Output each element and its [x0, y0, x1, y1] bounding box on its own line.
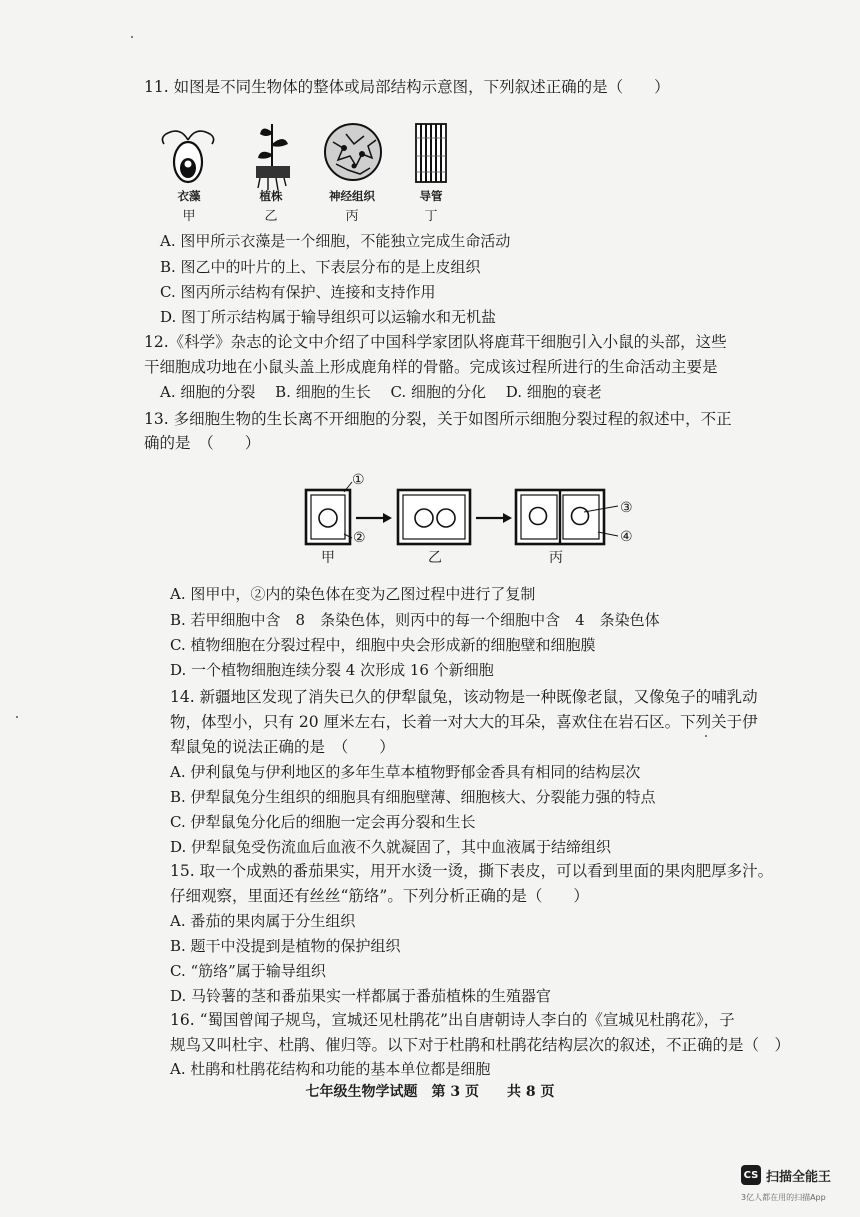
camscanner-logo-icon: CS — [741, 1165, 761, 1185]
marker-1: ① — [352, 472, 365, 488]
nerve-tissue-drawing — [325, 124, 381, 180]
marker-2: ② — [353, 530, 366, 546]
figure-label-yi-name: 植株 — [259, 189, 283, 203]
chlamydomonas-drawing — [162, 131, 213, 182]
q14-stem-line-1: 14. 新疆地区发现了消失已久的伊犁鼠兔，该动物是一种既像老鼠，又像兔子的哺乳动 — [170, 688, 758, 706]
q14-stem-line-2: 物，体型小，只有 20 厘米左右，长着一对大大的耳朵，喜欢住在岩石区。下列关于伊 — [170, 713, 758, 731]
stage-label-yi: 乙 — [428, 550, 442, 566]
q14-option-d: D. 伊犁鼠兔受伤流血后血液不久就凝固了，其中血液属于结缔组织 — [170, 838, 612, 856]
q15-option-d: D. 马铃薯的茎和番茄果实一样都属于番茄植株的生殖器官 — [170, 987, 552, 1005]
figure-label-yi-tag: 乙 — [264, 209, 278, 224]
plant-drawing — [256, 124, 290, 190]
figure-label-ding-name: 导管 — [419, 189, 443, 203]
q13-option-d: D. 一个植物细胞连续分裂 4 次形成 16 个新细胞 — [170, 661, 494, 679]
watermark-tagline: 3亿人都在用的扫描App — [741, 1193, 826, 1202]
figure-label-bing-name: 神经组织 — [329, 189, 375, 203]
q11-option-b: B. 图乙中的叶片的上、下表层分布的是上皮组织 — [160, 258, 481, 276]
scan-speck — [131, 36, 133, 38]
q14-option-c: C. 伊犁鼠兔分化后的细胞一定会再分裂和生长 — [170, 813, 476, 831]
q11-option-a: A. 图甲所示衣藻是一个细胞，不能独立完成生命活动 — [160, 232, 511, 250]
q15-stem-line-2: 仔细观察，里面还有丝丝“筋络”。下列分析正确的是（ ） — [170, 887, 589, 905]
q13-stem-line-2: 确的是 （ ） — [144, 434, 261, 452]
q15-stem-line-1: 15. 取一个成熟的番茄果实，用开水烫一烫，撕下表皮，可以看到里面的果肉肥厚多汁。 — [170, 862, 774, 880]
q12-stem-line-2: 干细胞成功地在小鼠头盖上形成鹿角样的骨骼。完成该过程所进行的生命活动主要是 — [144, 358, 718, 376]
q11-stem: 11. 如图是不同生物体的整体或局部结构示意图，下列叙述正确的是（ ） — [144, 78, 670, 96]
q13-option-a: A. 图甲中，②内的染色体在变为乙图过程中进行了复制 — [170, 585, 536, 603]
q15-option-b: B. 题干中没提到是植物的保护组织 — [170, 937, 401, 955]
page-footer: 七年级生物学试题 第 3 页 共 8 页 — [305, 1084, 555, 1100]
q12-options: A. 细胞的分裂 B. 细胞的生长 C. 细胞的分化 D. 细胞的衰老 — [160, 383, 602, 401]
q11-option-d: D. 图丁所示结构属于输导组织可以运输水和无机盐 — [160, 308, 497, 326]
figure-label-jia-name: 衣藻 — [177, 189, 201, 203]
scanner-watermark — [741, 1165, 831, 1185]
figure-label-bing-tag: 丙 — [345, 209, 359, 224]
vessel-drawing — [416, 124, 446, 182]
q15-option-a: A. 番茄的果肉属于分生组织 — [170, 912, 356, 930]
stage-label-bing: 丙 — [549, 550, 563, 566]
q13-option-b: B. 若甲细胞中含 8 条染色体，则丙中的每一个细胞中含 4 条染色体 — [170, 611, 660, 629]
q16-stem-line-2: 规鸟又叫杜宇、杜鹃、催归等。以下对于杜鹃和杜鹃花结构层次的叙述，不正确的是（ ） — [170, 1036, 791, 1054]
q13-stem-line-1: 13. 多细胞生物的生长离不开细胞的分裂，关于如图所示细胞分裂过程的叙述中，不正 — [144, 410, 732, 428]
marker-3: ③ — [620, 500, 633, 516]
q12-stem-line-1: 12.《科学》杂志的论文中介绍了中国科学家团队将鹿茸干细胞引入小鼠的头部，这些 — [144, 333, 727, 351]
q13-option-c: C. 植物细胞在分裂过程中，细胞中央会形成新的细胞壁和细胞膜 — [170, 636, 596, 654]
q14-option-b: B. 伊犁鼠兔分生组织的细胞具有细胞壁薄、细胞核大、分裂能力强的特点 — [170, 788, 656, 806]
watermark-name: 扫描全能王 — [766, 1169, 832, 1185]
stage-label-jia: 甲 — [321, 550, 335, 566]
figure-label-jia-tag: 甲 — [182, 209, 196, 224]
q16-stem-line-1: 16. “蜀国曾闻子规鸟，宣城还见杜鹃花”出自唐朝诗人李白的《宣城见杜鹃花》，子 — [170, 1011, 735, 1029]
scan-speck — [16, 716, 18, 718]
figure-label-ding-tag: 丁 — [424, 209, 438, 224]
scan-speck — [705, 735, 707, 737]
q16-option-a: A. 杜鹃和杜鹃花结构和功能的基本单位都是细胞 — [170, 1060, 491, 1078]
q14-stem-line-3: 犁鼠兔的说法正确的是 （ ） — [170, 738, 395, 756]
q11-option-c: C. 图丙所示结构有保护、连接和支持作用 — [160, 283, 436, 301]
q15-option-c: C. “筋络”属于输导组织 — [170, 962, 326, 980]
q14-option-a: A. 伊利鼠兔与伊利地区的多年生草本植物野郁金香具有相同的结构层次 — [170, 763, 641, 781]
marker-4: ④ — [620, 529, 633, 545]
